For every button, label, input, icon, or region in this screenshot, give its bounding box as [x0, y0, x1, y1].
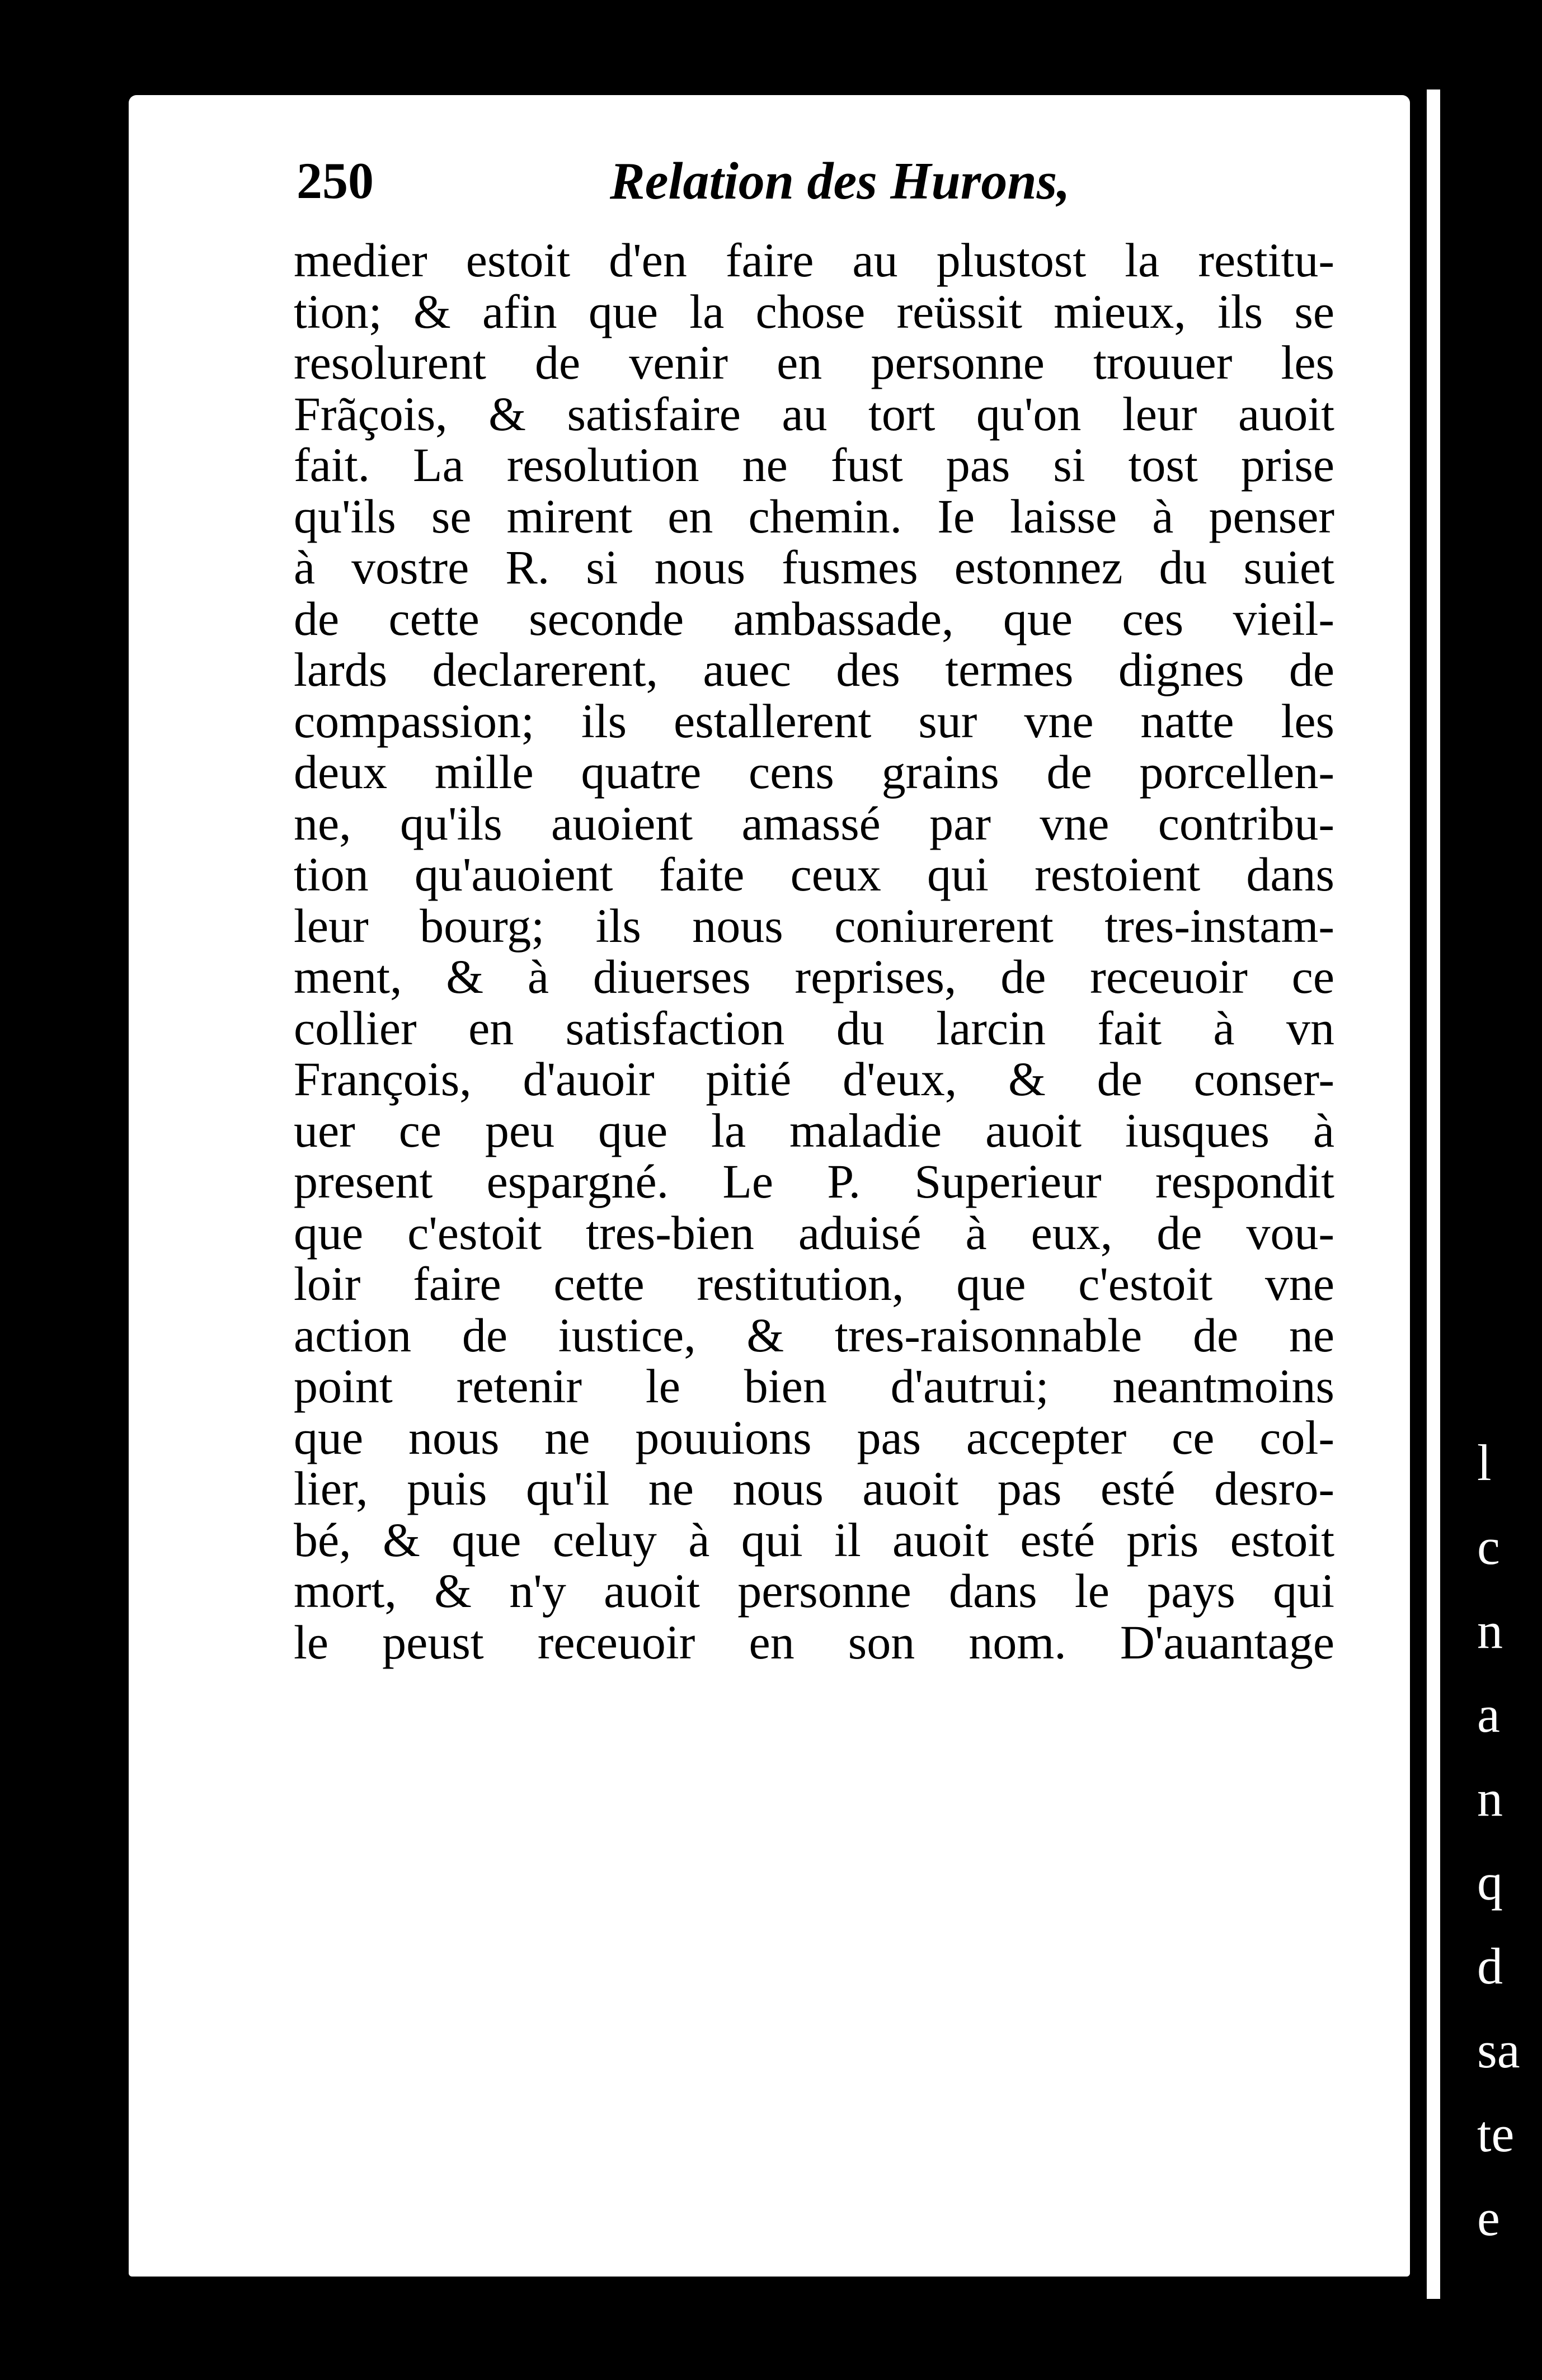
text-line: que nous ne pouuions pas accepter ce col- [294, 1410, 1334, 1464]
text-line: de cette seconde ambassade, que ces vieil- [294, 591, 1334, 645]
text-line: bé, & que celuy à qui il auoit esté pris estoit [294, 1512, 1334, 1567]
facing-fragment: te [1477, 2105, 1515, 2162]
text-line: ment, & à diuerses reprises, de receuoir ce [294, 950, 1334, 1003]
text-line: deux mille quatre cens grains de porcellen- [294, 745, 1334, 799]
text-line: medier estoit d'en faire au plustost la restitu- [294, 233, 1334, 287]
facing-fragment: q [1477, 1854, 1503, 1911]
facing-fragment: n [1477, 1770, 1503, 1827]
text-line: compassion; ils estallerent sur vne natte les [294, 694, 1334, 748]
text-line: leur bourg; ils nous coniurerent tres-instam- [294, 898, 1334, 953]
text-line: le peust receuoir en son nom. D'auantage [294, 1615, 1334, 1669]
text-line: lier, puis qu'il ne nous auoit pas esté desro- [294, 1462, 1334, 1515]
text-line: que c'estoit tres-bien aduisé à eux, de vou- [294, 1205, 1334, 1260]
page-header [297, 151, 1360, 229]
facing-fragment: c [1477, 1518, 1500, 1575]
text-line: François, d'auoir pitié d'eux, & de conser- [294, 1052, 1334, 1106]
text-line: Frãçois, & satisfaire au tort qu'on leur auoit [294, 387, 1334, 441]
facing-fragment: e [1477, 2189, 1500, 2246]
text-line: present espargné. Le P. Superieur respondit [294, 1154, 1334, 1208]
facing-fragment: l [1477, 1434, 1492, 1491]
text-line: ne, qu'ils auoient amassé par vne contribu- [294, 796, 1334, 850]
text-line: point retenir le bien d'autrui; neantmoins [294, 1359, 1334, 1413]
facing-fragment: n [1477, 1602, 1503, 1659]
text-line: qu'ils se mirent en chemin. Ie laisse à penser [294, 489, 1334, 543]
text-line: lards declarerent, auec des termes dignes de [294, 643, 1334, 696]
text-line: fait. La resolution ne fust pas si tost prise [294, 438, 1334, 492]
facing-page-edge [1427, 89, 1463, 2299]
text-line: tion; & afin que la chose reüssit mieux, ils se [294, 284, 1334, 338]
facing-fragment: sa [1477, 2021, 1520, 2079]
running-title: Relation des Hurons, [610, 152, 1070, 210]
body-text [294, 235, 1334, 1668]
text-line: collier en satisfaction du larcin fait à vn [294, 1001, 1334, 1055]
text-line: loir faire cette restitution, que c'estoit vne [294, 1257, 1334, 1311]
text-line: à vostre R. si nous fusmes estonnez du suiet [294, 540, 1334, 594]
text-line: uer ce peu que la maladie auoit iusques à [294, 1103, 1334, 1157]
text-line: action de iustice, & tres-raisonnable de ne [294, 1308, 1334, 1362]
page-number: 250 [297, 152, 374, 209]
text-line: mort, & n'y auoit personne dans le pays qui [294, 1564, 1334, 1618]
facing-page-fragments [1477, 1421, 1542, 2260]
text-line: resolurent de venir en personne trouuer les [294, 336, 1334, 389]
facing-fragment: d [1477, 1938, 1503, 1995]
facing-fragment: a [1477, 1686, 1500, 1743]
text-line: tion qu'auoient faite ceux qui restoient dans [294, 847, 1334, 901]
